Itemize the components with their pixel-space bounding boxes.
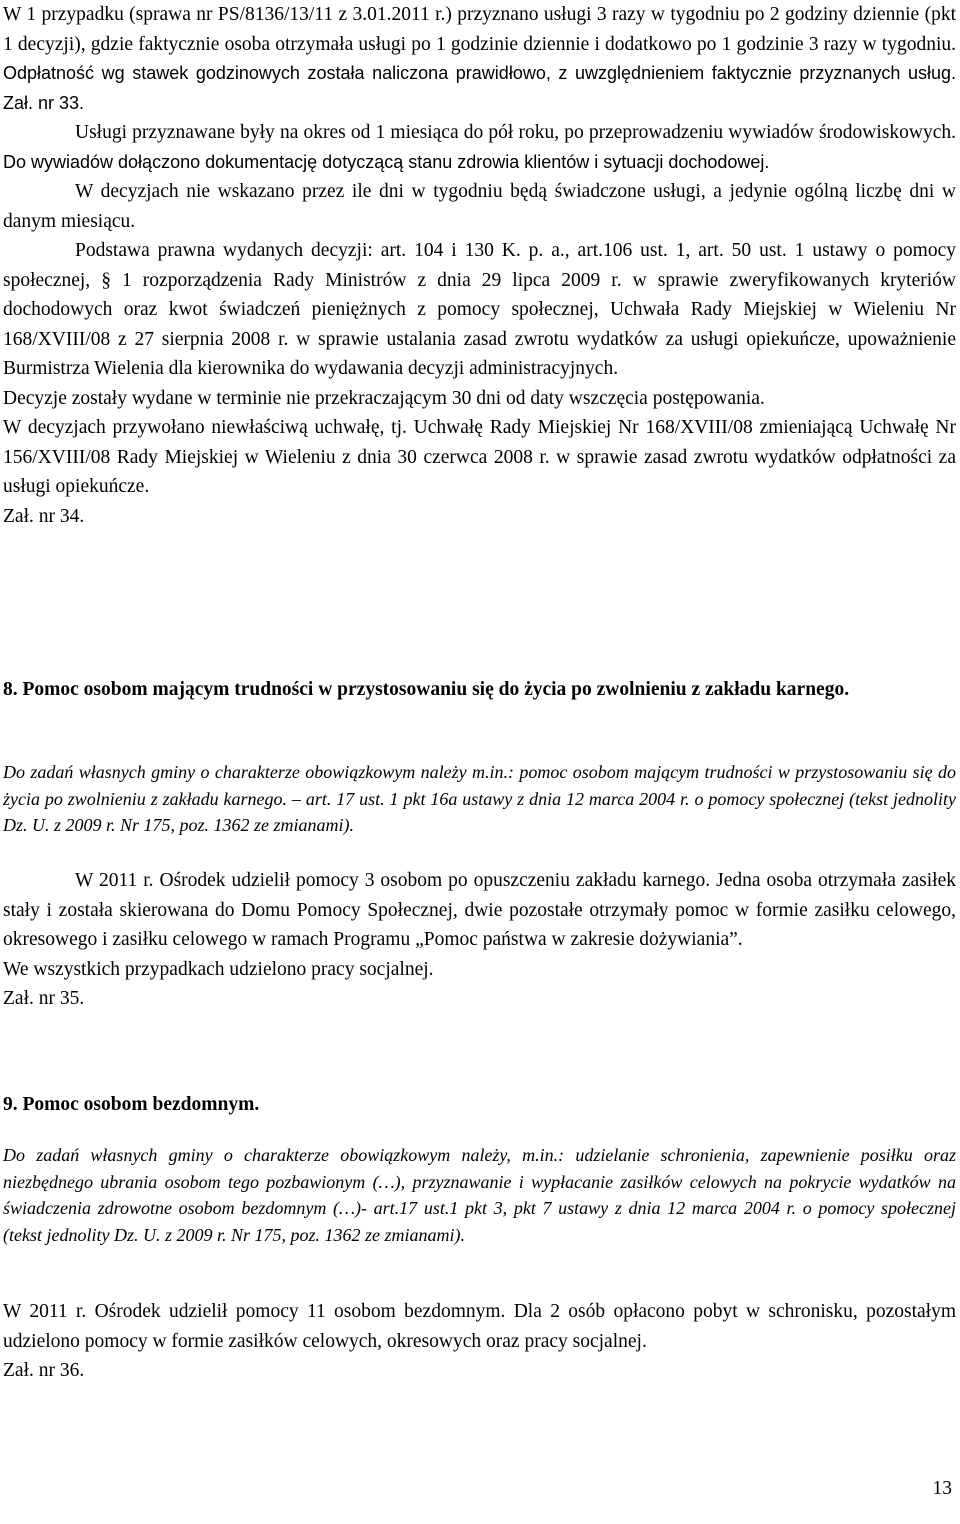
page-number: 13 [932,1478,952,1499]
legal-basis: Do zadań własnych gminy o charakterze obowiązkowym należy, m.in.: udzielanie schronienia, zapewnienie posiłku oraz niezbędnego ubrania osobom tego pozbawionym (…), przyznawanie i wypłacanie zasiłków celowych na pokrycie wydatków na świadczenia zdrowotne osobom bezdomnym (…)- art.17 ust.1 pkt 3, pkt 7 ustawy z dnia 12 marca 2004 r. o pomocy społecznej (tekst jednolity Dz. U. z 2009 r. Nr 175, poz. 1362 ze zmianami). [3,1145,956,1245]
paragraph: We wszystkich przypadkach udzielono pracy socjalnej. [3,958,434,980]
text-run: W 1 przypadku (sprawa nr PS/8136/13/11 z 3.01.2011 r.) przyznano usługi 3 razy w tygodniu po 2 godziny dziennie (pkt 1 decyzji), gdzie faktycznie osoba otrzymała usługi po 1 godzinie dziennie i dodatkowo po 1 godzinie 3 razy w tygodniu. [3,4,956,55]
attachment-ref: Zał. nr 34. [3,505,85,527]
text-run: Do wywiadów dołączono dokumentację dotyczącą stanu zdrowia klientów i sytuacji dochodowej. [3,151,770,172]
paragraph: W decyzjach przywołano niewłaściwą uchwałę, tj. Uchwałę Rady Miejskiej Nr 168/XVIII/08 zmieniającą Uchwałę Nr 156/XVIII/08 Rady Miejskiej w Wieleniu z dnia 30 czerwca 2008 r. w sprawie zasad zwrotu wydatków odpłatności za usługi opiekuńcze. [3,417,956,497]
section-8-body [3,866,956,1014]
section-9-legal [3,1142,956,1248]
section-9-body [3,1297,956,1386]
paragraph [3,118,956,177]
legal-basis: Do zadań własnych gminy o charakterze obowiązkowym należy m.in.: pomoc osobom mającym trudności w przystosowaniu się do życia po zwolnieniu z zakładu karnego. – art. 17 ust. 1 pkt 16a ustawy z dnia 12 marca 2004 r. o pomocy społecznej (tekst jednolity Dz. U. z 2009 r. Nr 175, poz. 1362 ze zmianami). [3,762,956,835]
paragraph: Podstawa prawna wydanych decyzji: art. 104 i 130 K. p. a., art.106 ust. 1, art. 50 ust. 1 ustawy o pomocy społecznej, § 1 rozporządzenia Rady Ministrów z dnia 29 lipca 2009 r. w sprawie zweryfikowanych kryteriów dochodowych oraz kwot świadczeń pieniężnych z pomocy społecznej, Uchwała Rady Miejskiej w Wieleniu Nr 168/XVIII/08 z 27 sierpnia 2008 r. w sprawie ustalania zasad zwrotu wydatków za usługi opiekuńcze, upoważnienie Burmistrza Wielenia dla kierownika do wydawania decyzji administracyjnych. [3,240,956,379]
text-run: Usługi przyznawane były na okres od 1 miesiąca do pół roku, po przeprowadzeniu wywiadów środowiskowych. [75,122,956,143]
text-run: Odpłatność wg stawek godzinowych została naliczona prawidłowo, z uwzględnieniem faktycznie przyznanych usług. Zał. nr 33. [3,63,956,113]
paragraph: Decyzje zostały wydane w terminie nie przekraczającym 30 dni od daty wszczęcia postępowania. [3,387,765,409]
attachment-ref: Zał. nr 36. [3,1360,85,1381]
section-heading: 8. Pomoc osobom mającym trudności w przystosowaniu się do życia po zwolnieniu z zakładu karnego. [3,679,850,700]
section-8-legal [3,759,956,839]
section-8 [3,675,956,704]
section-heading: 9. Pomoc osobom bezdomnym. [3,1094,260,1115]
section-9 [3,1090,956,1119]
paragraph [3,0,956,118]
section-top [3,0,956,531]
attachment-ref: Zał. nr 35. [3,988,85,1009]
paragraph: W decyzjach nie wskazano przez ile dni w tygodniu będą świadczone usługi, a jedynie ogólną liczbę dni w danym miesiącu. [3,181,956,232]
paragraph: W 2011 r. Ośrodek udzielił pomocy 11 osobom bezdomnym. Dla 2 osób opłacono pobyt w schronisku, pozostałym udzielono pomocy w formie zasiłków celowych, okresowych oraz pracy socjalnej. [3,1301,956,1352]
paragraph: W 2011 r. Ośrodek udzielił pomocy 3 osobom po opuszczeniu zakładu karnego. Jedna osoba otrzymała zasiłek stały i została skierowana do Domu Pomocy Społecznej, dwie pozostałe otrzymały pomoc w formie zasiłku celowego, okresowego i zasiłku celowego w ramach Programu „Pomoc państwa w zakresie dożywiania”. [3,870,956,950]
